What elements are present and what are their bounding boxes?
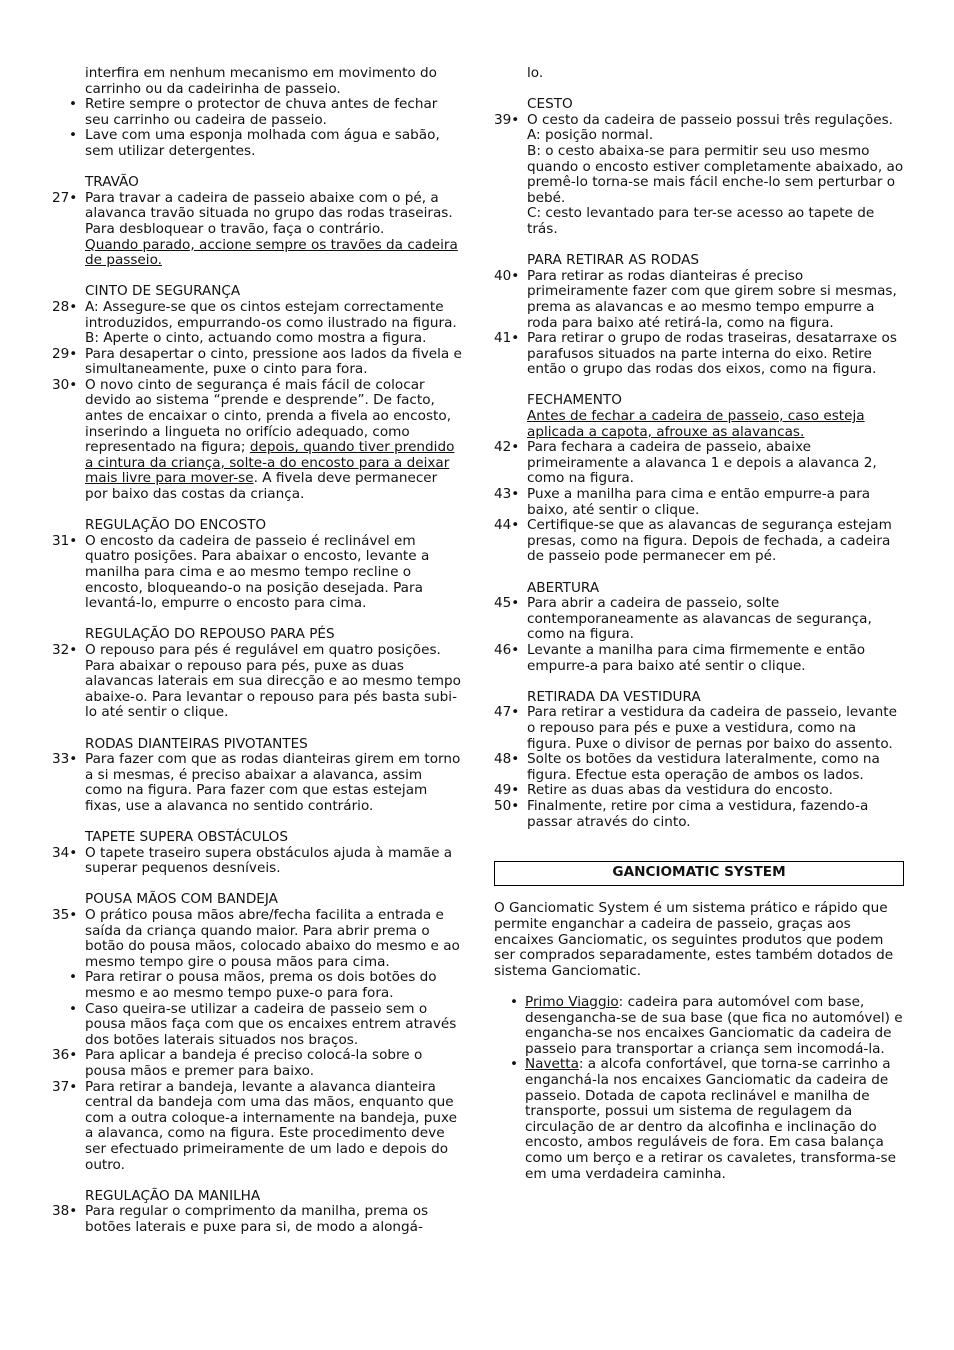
list-item: 35• O prático pousa mãos abre/fecha facilita a entrada e saída da criança quando maior. Para abrir prema o botão do pousa mãos, colocado abaixo do mesmo e ao mesmo tempo gire o pousa mãos para cima. — [52, 907, 460, 970]
ganciomatic-paragraph: O Ganciomatic System é um sistema prático e rápido que permite enganchar a cadeira de passeio, graças aos encaixes Ganciomatic, os seguintes produtos que podem ser comprados separadamente, estes também dotados de sistema Ganciomatic. — [494, 900, 894, 979]
list-item: 46• Levante a manilha para cima firmemente e então empurre-a para baixo até sentir o clique. — [494, 641, 866, 674]
list-item: 34• O tapete traseiro supera obstáculos ajuda à mamãe a superar pequenos desníveis. — [52, 844, 453, 877]
continued-text: lo. — [527, 65, 544, 81]
list-item: 38• Para regular o comprimento da manilha, prema os botões laterais e puxe para si, de modo a alongá- — [52, 1203, 429, 1235]
section-box-title: GANCIOMATIC SYSTEM — [494, 861, 904, 886]
section-heading-retirar-rodas: PARA RETIRAR AS RODAS — [527, 252, 699, 269]
section-heading-encosto: REGULAÇÃO DO ENCOSTO — [85, 517, 267, 534]
list-item: 36• Para aplicar a bandeja é preciso colocá-la sobre o pousa mãos e premer para baixo. — [52, 1047, 423, 1079]
list-item: 32• O repouso para pés é regulável em quatro posições. Para abaixar o repouso para pés, puxe as duas alavancas laterais em sua direcção e ao mesmo tempo abaixe-o. Para levantar o repouso para pés basta subi-lo até sentir o clique. — [52, 641, 461, 721]
list-item: • Navetta: a alcofa confortável, que torna-se carrinho a enganchá-la nos encaixes Ganciomatic da cadeira de passeio. Dotada de capota reclinável e manilha de transporte, possui um sistema de regulagem da circulação de ar dentro da alcofinha e inclinação do encosto, ambos reguláveis de fora. Em casa balança como um berço e a retirar os cavaletes, transforma-se em uma verdadeira caminha. — [510, 1056, 896, 1182]
list-item: 37• Para retirar a bandeja, levante a alavanca dianteira central da bandeja com uma das mãos, enquanto que com a outra coloque-a internamente na bandeja, puxe a alavanca, como na figura. Este procedimento deve ser efectuado primeiramente de um lado e depois do outro. — [52, 1078, 457, 1173]
section-heading-cinto: CINTO DE SEGURANÇA — [85, 283, 241, 300]
continued-text: interfira em nenhum mecanismo em movimento do carrinho ou da cadeirinha de passeio. — [85, 65, 437, 97]
list-item: 31• O encosto da cadeira de passeio é reclinável em quatro posições. Para abaixar o encosto, levante a manilha para cima e ao mesmo tempo recline o encosto, bloqueando-o na posição desejada. Para levantá-lo, empurre o encosto para cima. — [52, 532, 430, 612]
list-item: 47• Para retirar a vestidura da cadeira de passeio, levante o repouso para pés e puxe a vestidura, como na figura. Puxe o divisor de pernas por baixo do assento. — [494, 704, 897, 752]
section-heading-tapete: TAPETE SUPERA OBSTÁCULOS — [85, 829, 289, 846]
section-heading-rodas: RODAS DIANTEIRAS PIVOTANTES — [85, 735, 308, 752]
section-heading-repouso: REGULAÇÃO DO REPOUSO PARA PÉS — [85, 626, 335, 643]
section-heading-abertura: ABERTURA — [527, 579, 600, 596]
list-item: 43• Puxe a manilha para cima e então empurre-a para baixo, até sentir o clique. — [494, 486, 871, 518]
list-item: 27• Para travar a cadeira de passeio abaixe com o pé, a alavanca travão situada no grupo das rodas traseiras. Para desbloquear o travão, faça o contrário. Quando parado, accione sempre os travões da cadeira de passeio. — [52, 189, 458, 269]
list-item: • Lave com uma esponja molhada com água e sabão, sem utilizar detergentes. — [69, 127, 440, 159]
left-column — [52, 66, 462, 1236]
list-item: • Para retirar o pousa mãos, prema os dois botões do mesmo e ao mesmo tempo puxe-o para fora. — [69, 969, 437, 1002]
list-item: 40• Para retirar as rodas dianteiras é preciso primeiramente fazer com que girem sobre si mesmas, prema as alavancas e ao mesmo tempo empurre a roda para baixo até retirá-la, como na figura. — [494, 267, 897, 331]
section-heading-vestidura: RETIRADA DA VESTIDURA — [527, 688, 701, 705]
right-column — [494, 66, 904, 1182]
list-item: 49• Retire as duas abas da vestidura do encosto. — [494, 782, 833, 799]
list-item: 28• A: Assegure-se que os cintos estejam correctamente introduzidos, empurrando-os como ilustrado na figura. B: Aperte o cinto, actuando como mostra a figura. — [52, 298, 457, 347]
list-item: • Caso queira-se utilizar a cadeira de passeio sem o pousa mãos faça com que os encaixes entrem através dos botões laterais situados nos braços. — [69, 1000, 457, 1048]
section-heading-cesto: CESTO — [527, 96, 573, 113]
list-item: 45• Para abrir a cadeira de passeio, solte contemporaneamente as alavancas de segurança, como na figura. — [494, 595, 872, 643]
list-item: 41• Para retirar o grupo de rodas traseiras, desatarraxe os parafusos situados na parte interna do eixo. Retire então o grupo das rodas dos eixos, como na figura. — [494, 330, 897, 378]
section-heading-travao: TRAVÃO — [85, 174, 139, 191]
section-heading-pousa: POUSA MÃOS COM BANDEJA — [85, 891, 278, 908]
section-heading-fechamento: FECHAMENTO — [527, 392, 622, 409]
section-heading-manilha: REGULAÇÃO DA MANILHA — [85, 1187, 261, 1204]
list-item: 44• Certifique-se que as alavancas de segurança estejam presas, como na figura. Depois de fechada, a cadeira de passeio pode permanecer em pé. — [494, 517, 892, 565]
list-item: • Primo Viaggio: cadeira para automóvel com base, desengancha-se de sua base (que fica no automóvel) e engancha-se nos encaixes Ganciomatic da cadeira de passeio para transportar a criança sem incomodá-la. — [510, 994, 903, 1057]
list-item: 50• Finalmente, retire por cima a vestidura, fazendo-a passar através do cinto. — [494, 797, 869, 830]
list-item: • Retire sempre o protector de chuva antes de fechar seu carrinho ou cadeira de passeio. — [69, 96, 438, 128]
list-item: 29• Para desapertar o cinto, pressione aos lados da fivela e simultaneamente, puxe o cinto para fora. — [52, 345, 462, 378]
list-item: 39• O cesto da cadeira de passeio possui três regulações. A: posição normal. B: o cesto abaixa-se para permitir seu uso mesmo quando o encosto estiver completamente abaixado, ao premê-lo torna-se mais fácil enche-lo sem perturbar o bebé. C: cesto levantado para ter-se acesso ao tapete de trás. — [494, 111, 904, 237]
list-item: 48• Solte os botões da vestidura lateralmente, como na figura. Efectue esta operação de ambos os lados. — [494, 751, 880, 783]
list-item: 42• Para fechara a cadeira de passeio, abaixe primeiramente a alavanca 1 e depois a alavanca 2, como na figura. — [494, 439, 877, 487]
warning-text: Antes de fechar a cadeira de passeio, caso esteja aplicada a capota, afrouxe as alavancas. — [527, 408, 865, 440]
list-item: 33• Para fazer com que as rodas dianteiras girem em torno a si mesmas, é preciso abaixar a alavanca, assim como na figura. Para fazer com que estas estejam fixas, use a alavanca no sentido contrário. — [52, 751, 461, 814]
list-item: 30• O novo cinto de segurança é mais fácil de colocar devido ao sistema “prende e desprende”. De facto, antes de encaixar o cinto, prenda a fivela ao encosto, inserindo a lingueta no orifício adequado, como representado na figura; depois, quando tiver prendido a cintura da criança, solte-a do encosto para a deixar mais livre para mover-se. A fivela deve permanecer por baixo das costas da criança. — [52, 376, 455, 503]
